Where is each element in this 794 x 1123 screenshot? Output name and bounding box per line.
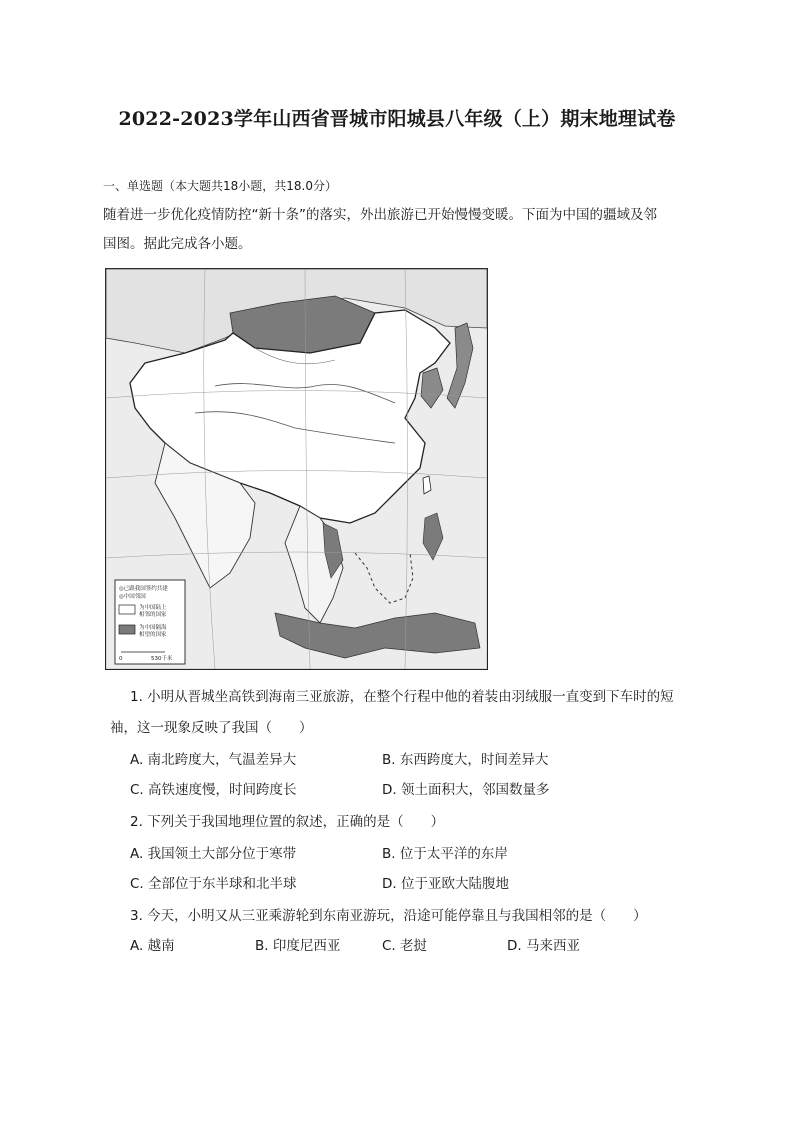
- intro-line-1: 随着进一步优化疫情防控“新十条”的落实，外出旅游已开始慢慢变暖。下面为中国的疆域及邻: [103, 207, 657, 223]
- question-3-option-b: B. 印度尼西亚: [255, 938, 341, 954]
- legend-item1-line1: 为中国陆上: [139, 605, 167, 611]
- legend-swatch-sea: [119, 625, 135, 634]
- legend-item1-line2: 相邻的国家: [139, 612, 167, 618]
- legend-swatch-land: [119, 605, 135, 614]
- legend-title-1: ◎已跟我国签约共建: [119, 586, 168, 592]
- question-1-line-2: 袖，这一现象反映了我国（ ）: [110, 720, 313, 736]
- question-1-option-c: C. 高铁速度慢，时间跨度长: [130, 782, 297, 798]
- question-2-option-b: B. 位于太平洋的东岸: [382, 846, 508, 862]
- question-3-option-a: A. 越南: [130, 938, 175, 954]
- section-heading: 一、单选题（本大题共18小题，共18.0分）: [103, 179, 337, 193]
- legend-item2-line2: 相望的国家: [139, 632, 167, 638]
- question-2-option-d: D. 位于亚欧大陆腹地: [382, 876, 509, 892]
- question-3-option-c: C. 老挝: [382, 938, 428, 954]
- legend-item2-line1: 为中国隔海: [139, 625, 167, 631]
- question-1-line-1: 1. 小明从晋城坐高铁到海南三亚旅游，在整个行程中他的着装由羽绒服一直变到下车时的短: [130, 689, 674, 705]
- question-3-line-1: 3. 今天，小明又从三亚乘游轮到东南亚游玩，沿途可能停靠且与我国相邻的是（ ）: [130, 908, 647, 924]
- china-neighbors-map: [105, 268, 488, 670]
- question-1-option-d: D. 领土面积大，邻国数量多: [382, 782, 550, 798]
- question-3-option-d: D. 马来西亚: [507, 938, 580, 954]
- question-2-option-a: A. 我国领土大部分位于寒带: [130, 846, 297, 862]
- question-2-line-1: 2. 下列关于我国地理位置的叙述，正确的是（ ）: [130, 814, 445, 830]
- page-title: 2022-2023学年山西省晋城市阳城县八年级（上）期末地理试卷: [118, 108, 676, 130]
- question-2-option-c: C. 全部位于东半球和北半球: [130, 876, 297, 892]
- map-legend: [115, 580, 185, 664]
- intro-line-2: 国图。据此完成各小题。: [103, 236, 252, 252]
- legend-title-2: ◎中国邻国: [119, 594, 146, 600]
- scale-value: 530千米: [151, 656, 173, 662]
- question-1-option-a: A. 南北跨度大，气温差异大: [130, 752, 297, 768]
- scale-zero: 0: [119, 656, 123, 662]
- question-1-option-b: B. 东西跨度大，时间差异大: [382, 752, 549, 768]
